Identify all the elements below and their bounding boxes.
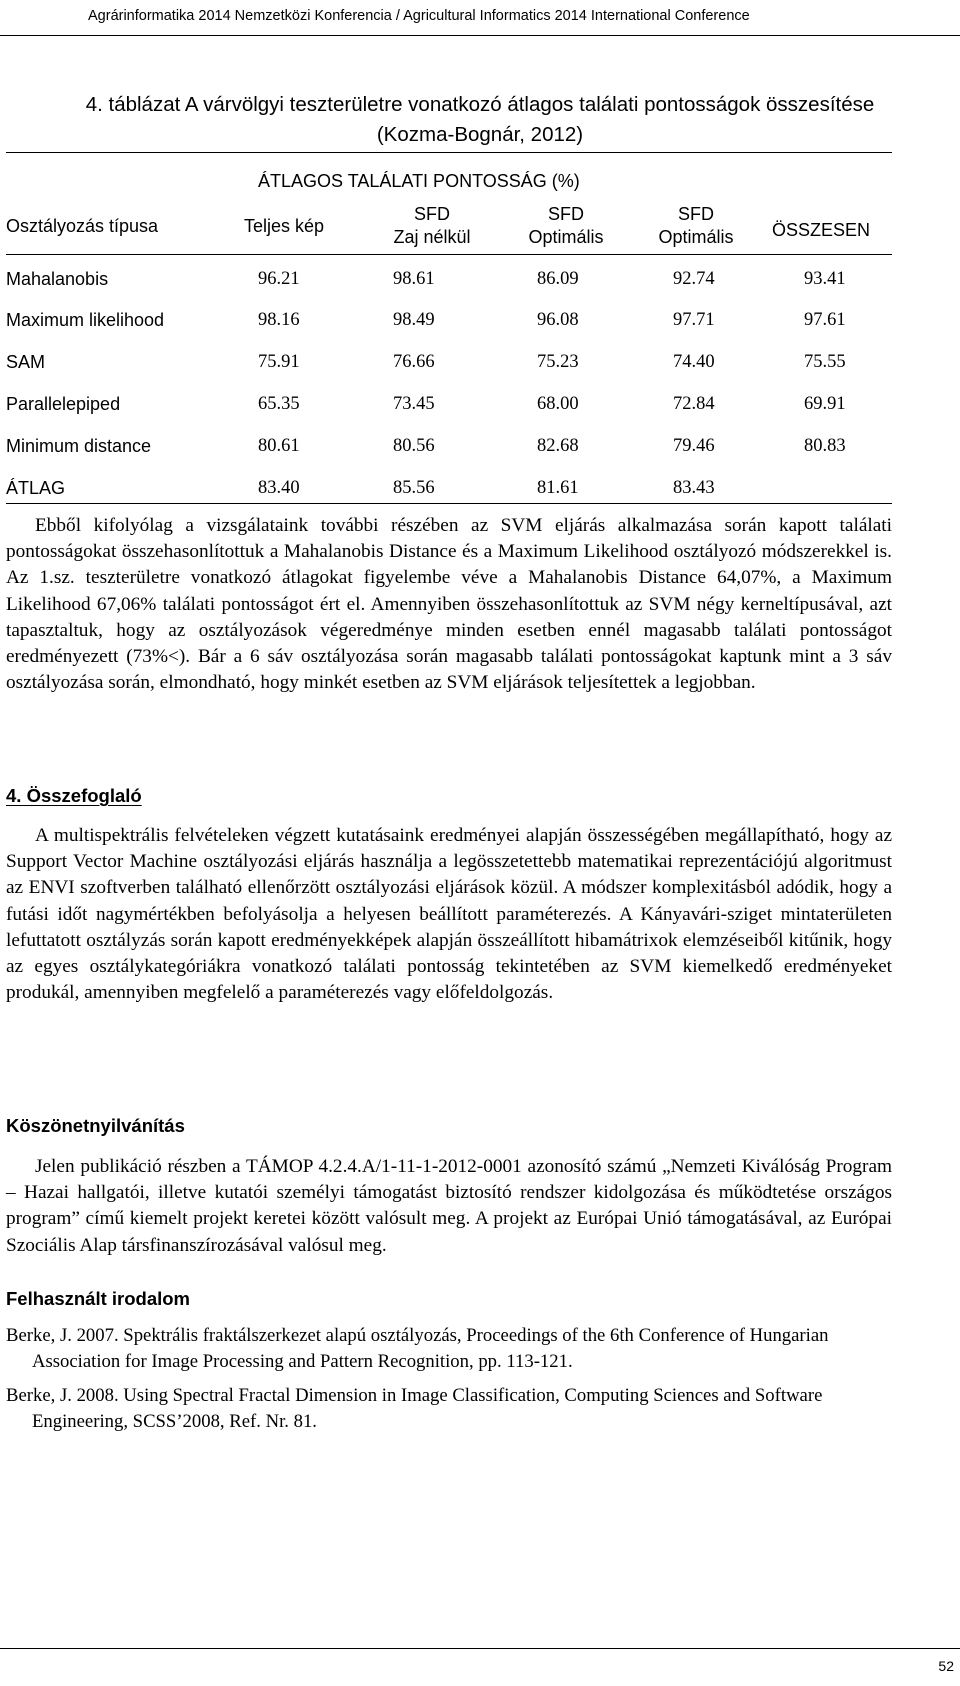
column-header-sfd1-bottom: Zaj nélkül bbox=[393, 227, 471, 247]
table-cell: 85.56 bbox=[393, 478, 435, 498]
table-caption bbox=[0, 90, 960, 150]
table-top-rule bbox=[6, 152, 892, 153]
table-cell: 96.08 bbox=[537, 310, 579, 330]
table-cell: 75.55 bbox=[804, 352, 846, 372]
table-row-label: Parallelepiped bbox=[6, 394, 121, 414]
header-rule bbox=[0, 35, 960, 36]
page-number: 52 bbox=[938, 1658, 954, 1674]
column-header-full-image: Teljes kép bbox=[244, 216, 325, 236]
table-cell: 97.71 bbox=[673, 310, 715, 330]
table-cell: 83.40 bbox=[258, 478, 300, 498]
table-cell: 82.68 bbox=[537, 436, 579, 456]
table-cell: 75.91 bbox=[258, 352, 300, 372]
table-cell: 98.61 bbox=[393, 269, 435, 289]
table-cell: 73.45 bbox=[393, 394, 435, 414]
conference-title: Agrárinformatika 2014 Nemzetközi Konferencia / Agricultural Informatics 2014 International Conference bbox=[88, 8, 750, 24]
body-paragraph-summary: A multispektrális felvételeken végzett kutatásaink eredményei alapján összességében megállapítható, hogy az Support Vector Machine osztályozási eljárás használja a legösszetettebb matematikai reprezentációjú algoritmust az ENVI szoftverben található ellenőrzött osztályozási eljárások közül. A módszer komplexitásból adódik, hogy a futási időt nagymértékben befolyásolja a helyesen beállított paraméterezés. A Kányavári-sziget mintaterületen lefuttatott osztályzás során kapott eredményekképek alapján összeállított hibamátrixok elemzéseiből kitűnik, hogy az egyes osztálykategóriákra vonatkozó találati pontosság tekintetében az SVM kiemelkedő eredményeket produkál, amennyiben megfelelő a paraméterezés vagy előfeldolgozás. bbox=[6, 825, 892, 1004]
column-header-sfd3-bottom: Optimális bbox=[658, 227, 734, 247]
table-row-label-average: ÁTLAG bbox=[6, 478, 66, 498]
table-cell: 97.61 bbox=[804, 310, 846, 330]
table-cell: 72.84 bbox=[673, 394, 715, 414]
table-header-rule bbox=[6, 254, 892, 255]
table-row-label: Minimum distance bbox=[6, 436, 152, 456]
footer-rule bbox=[0, 1648, 960, 1649]
table-cell: 98.16 bbox=[258, 310, 300, 330]
table-cell: 74.40 bbox=[673, 352, 715, 372]
table-cell: 76.66 bbox=[393, 352, 435, 372]
column-header-sfd3-top: SFD bbox=[678, 204, 714, 224]
table-cell: 98.49 bbox=[393, 310, 435, 330]
column-header-sfd2-top: SFD bbox=[548, 204, 584, 224]
body-paragraph-svm: Ebből kifolyólag a vizsgálataink további részében az SVM eljárás alkalmazása során kapott találati pontosságokat összehasonlítottuk a Mahalanobis Distance és a Maximum Likelihood osztályozó módszerekkel is. Az 1.sz. teszterületre vonatkozó átlagokat figyelembe véve a Mahalanobis Distance 64,07%, a Maximum Likelihood 67,06% találati pontosságot ért el. Amennyiben összehasonlítottuk az SVM négy kerneltípusával, azt tapasztaltuk, hogy az osztályozások végeredménye minden esetben ennél magasabb találati pontosságot eredményezett (73%<). Bár a 6 sáv osztályozása során magasabb találati pontosságokat kaptunk mint a 3 sáv osztályozása során, elmondható, hogy minkét esetben az SVM eljárások teljesítettek a legjobban. bbox=[6, 515, 892, 694]
section-heading-references: Felhasznált irodalom bbox=[6, 1288, 191, 1309]
table-cell: 69.91 bbox=[804, 394, 846, 414]
column-group-header: ÁTLAGOS TALÁLATI PONTOSSÁG (%) bbox=[258, 171, 580, 191]
table-cell: 80.56 bbox=[393, 436, 435, 456]
reference-item-2: Berke, J. 2008. Using Spectral Fractal Dimension in Image Classification, Computing Sciences and Software Engineering, SCSS’2008, Ref. Nr. 81. bbox=[6, 1385, 823, 1432]
table-cell: 80.61 bbox=[258, 436, 300, 456]
table-cell: 83.43 bbox=[673, 478, 715, 498]
table-caption-line-1: 4. táblázat A várvölgyi teszterületre vonatkozó átlagos találati pontosságok összesítése bbox=[85, 93, 875, 116]
section-heading-acknowledgements: Köszönetnyilvánítás bbox=[6, 1115, 185, 1136]
column-header-sfd1-top: SFD bbox=[414, 204, 450, 224]
table-cell: 81.61 bbox=[537, 478, 579, 498]
column-header-type: Osztályozás típusa bbox=[6, 216, 159, 236]
section-heading-summary: 4. Összefoglaló bbox=[6, 785, 142, 806]
reference-item-1: Berke, J. 2007. Spektrális fraktálszerkezet alapú osztályozás, Proceedings of the 6th Conference of Hungarian Association for Image Processing and Pattern Recognition, pp. 113-121. bbox=[6, 1325, 829, 1372]
table-cell: 65.35 bbox=[258, 394, 300, 414]
table-row-label: Maximum likelihood bbox=[6, 310, 165, 330]
table-cell: 92.74 bbox=[673, 269, 715, 289]
table-cell: 80.83 bbox=[804, 436, 846, 456]
body-paragraph-acknowledgements: Jelen publikáció részben a TÁMOP 4.2.4.A/1-11-1-2012-0001 azonosító számú „Nemzeti Kiválóság Program – Hazai hallgatói, illetve kutatói személyi támogatást biztosító rendszer kidolgozása és működtetése országos program” című kiemelt projekt keretei között valósult meg. A projekt az Európai Unió támogatásával, az Európai Szociális Alap társfinanszírozásával valósul meg. bbox=[6, 1156, 892, 1256]
running-header bbox=[0, 0, 960, 36]
table-caption-line-2: (Kozma-Bognár, 2012) bbox=[376, 123, 584, 146]
table-cell: 93.41 bbox=[804, 269, 846, 289]
table-bottom-rule bbox=[6, 503, 892, 504]
column-header-total: ÖSSZESEN bbox=[772, 220, 871, 240]
table-cell: 79.46 bbox=[673, 436, 715, 456]
table-cell: 96.21 bbox=[258, 269, 300, 289]
table-cell: 68.00 bbox=[537, 394, 579, 414]
table-row-label: Mahalanobis bbox=[6, 269, 109, 289]
table-cell: 75.23 bbox=[537, 352, 579, 372]
table-cell: 86.09 bbox=[537, 269, 579, 289]
column-header-sfd2-bottom: Optimális bbox=[528, 227, 604, 247]
table-row-label: SAM bbox=[6, 352, 46, 372]
